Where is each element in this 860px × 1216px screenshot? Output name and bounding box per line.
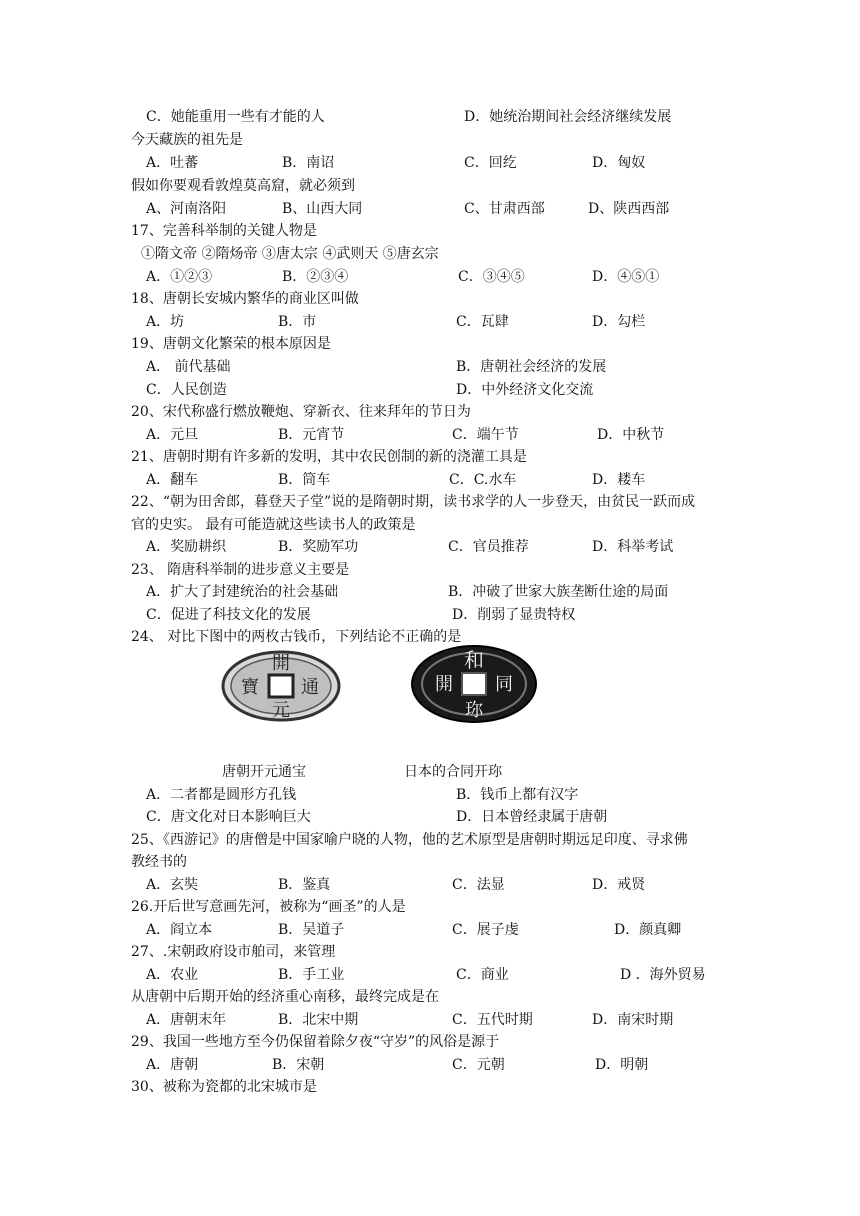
text-line: 24、 对比下图中的两枚古钱币，下列结论不正确的是 bbox=[131, 629, 462, 645]
text-line: B、山西大同 bbox=[282, 201, 363, 217]
text-line: 今天藏族的祖先是 bbox=[131, 132, 243, 148]
text-line: B．宋朝 bbox=[272, 1057, 325, 1073]
text-line: D．中秋节 bbox=[597, 427, 665, 443]
text-line: A．唐朝 bbox=[146, 1057, 199, 1073]
text-line: C．端午节 bbox=[452, 427, 519, 443]
text-line: 官的史实。 最有可能造就这些读书人的政策是 bbox=[131, 517, 416, 533]
text-line: B．筒车 bbox=[278, 472, 331, 488]
text-line: A．元旦 bbox=[146, 427, 199, 443]
text-line: A．二者都是圆形方孔钱 bbox=[146, 787, 297, 803]
text-line: B．冲破了世家大族垄断仕途的局面 bbox=[448, 584, 669, 600]
japan-coin-char-bottom: 珎 bbox=[465, 700, 483, 721]
japan-coin-char-right: 同 bbox=[495, 674, 513, 695]
text-line: 20、宋代称盛行燃放鞭炮、穿新衣、往来拜年的节日为 bbox=[131, 404, 471, 420]
text-line: D、陕西西部 bbox=[588, 201, 670, 217]
text-line: 17、完善科举制的关键人物是 bbox=[131, 223, 317, 239]
text-line: C、甘肃西部 bbox=[464, 201, 545, 217]
text-line: A．阎立本 bbox=[146, 922, 213, 938]
text-line: B．鉴真 bbox=[278, 877, 331, 893]
text-line: 21、唐朝时期有许多新的发明，其中农民创制的新的浇灌工具是 bbox=[131, 449, 527, 465]
text-line: D．明朝 bbox=[595, 1057, 649, 1073]
text-line: A．坊 bbox=[146, 314, 185, 330]
text-line: B．元宵节 bbox=[278, 427, 345, 443]
text-line: D．日本曾经隶属于唐朝 bbox=[456, 809, 608, 825]
text-line: A、河南洛阳 bbox=[146, 201, 227, 217]
text-line: D ．海外贸易 bbox=[620, 967, 706, 983]
text-line: D．勾栏 bbox=[592, 314, 646, 330]
japan-coin-char-left: 開 bbox=[435, 674, 453, 695]
text-line: 18、唐朝长安城内繁华的商业区叫做 bbox=[131, 291, 359, 307]
text-line: D．匈奴 bbox=[592, 155, 646, 171]
text-line: A．玄奘 bbox=[146, 877, 199, 893]
text-line: B．南诏 bbox=[282, 155, 335, 171]
text-line: 26.开后世写意画先河，被称为“画圣”的人是 bbox=[131, 899, 406, 915]
text-line: 29、我国一些地方至今仍保留着除夕夜“守岁”的风俗是源于 bbox=[131, 1034, 500, 1050]
text-line: A．吐蕃 bbox=[146, 155, 199, 171]
tang-coin-char-right: 通 bbox=[301, 677, 319, 698]
text-line: D．她统治期间社会经济继续发展 bbox=[464, 109, 672, 125]
text-line: D．戒贤 bbox=[592, 877, 646, 893]
text-line: 19、唐朝文化繁荣的根本原因是 bbox=[131, 336, 331, 352]
text-line: 假如你要观看敦煌莫高窟，就必须到 bbox=[131, 178, 355, 194]
text-line: 22、“朝为田舍郎，暮登天子堂”说的是隋朝时期，读书求学的人一步登天，由贫民一跃而成 bbox=[131, 494, 696, 510]
japan-coin-image bbox=[410, 644, 538, 724]
text-line: B．手工业 bbox=[278, 967, 345, 983]
text-line: D．④⑤① bbox=[592, 269, 660, 285]
tang-coin-char-left: 寶 bbox=[241, 677, 259, 698]
text-line: 日本的合同开珎 bbox=[404, 764, 502, 780]
text-line: C．C.水车 bbox=[449, 472, 517, 488]
text-line: C．瓦肆 bbox=[456, 314, 509, 330]
text-line: D．削弱了显贵特权 bbox=[452, 607, 576, 623]
text-line: D．颜真卿 bbox=[614, 922, 682, 938]
text-line: A．奖励耕织 bbox=[146, 539, 227, 555]
text-line: 唐朝开元通宝 bbox=[222, 764, 306, 780]
text-line: C．促进了科技文化的发展 bbox=[146, 607, 311, 623]
text-line: C．元朝 bbox=[452, 1057, 505, 1073]
text-line: B．唐朝社会经济的发展 bbox=[456, 359, 607, 375]
text-line: C．③④⑤ bbox=[458, 269, 525, 285]
text-line: 25、《西游记》的唐僧是中国家喻户晓的人物，他的艺术原型是唐朝时期远足印度、寻求佛 bbox=[131, 832, 688, 848]
text-line: A．唐朝末年 bbox=[146, 1012, 227, 1028]
tang-coin-char-top: 開 bbox=[272, 653, 290, 674]
text-line: C．法显 bbox=[452, 877, 505, 893]
text-line: 教经书的 bbox=[131, 854, 187, 870]
text-line: B．②③④ bbox=[282, 269, 349, 285]
text-line: C．五代时期 bbox=[452, 1012, 533, 1028]
text-line: 30、被称为瓷都的北宋城市是 bbox=[131, 1079, 317, 1095]
text-line: 从唐朝中后期开始的经济重心南移，最终完成是在 bbox=[131, 989, 439, 1005]
text-line: C．人民创造 bbox=[146, 382, 227, 398]
text-line: D．耧车 bbox=[592, 472, 646, 488]
text-line: A． 前代基础 bbox=[146, 359, 231, 375]
text-line: 27、.宋朝政府设市舶司，来管理 bbox=[131, 944, 336, 960]
text-line: C．展子虔 bbox=[452, 922, 519, 938]
text-line: B．吴道子 bbox=[278, 922, 345, 938]
text-line: 23、 隋唐科举制的进步意义主要是 bbox=[131, 562, 350, 578]
text-line: A．翻车 bbox=[146, 472, 199, 488]
text-line: C．唐文化对日本影响巨大 bbox=[146, 809, 311, 825]
text-line: C．回纥 bbox=[464, 155, 517, 171]
text-line: A．①②③ bbox=[146, 269, 213, 285]
text-line: C．她能重用一些有才能的人 bbox=[146, 109, 325, 125]
text-line: B．市 bbox=[278, 314, 317, 330]
text-line: B．北宋中期 bbox=[278, 1012, 359, 1028]
text-line: D．科举考试 bbox=[592, 539, 674, 555]
japan-coin-char-top: 和 bbox=[464, 648, 484, 672]
text-line: D．南宋时期 bbox=[592, 1012, 674, 1028]
text-line: ①隋文帝 ②隋炀帝 ③唐太宗 ④武则天 ⑤唐玄宗 bbox=[141, 246, 439, 262]
text-line: A．农业 bbox=[146, 967, 199, 983]
tang-coin-image bbox=[220, 650, 342, 722]
text-line: C．官员推荐 bbox=[448, 539, 529, 555]
text-line: B．奖励军功 bbox=[278, 539, 359, 555]
text-line: C．商业 bbox=[456, 967, 509, 983]
text-line: A．扩大了封建统治的社会基础 bbox=[146, 584, 339, 600]
text-line: B．钱币上都有汉字 bbox=[456, 787, 579, 803]
text-line: D．中外经济文化交流 bbox=[456, 382, 594, 398]
tang-coin-char-bottom: 元 bbox=[272, 700, 290, 721]
